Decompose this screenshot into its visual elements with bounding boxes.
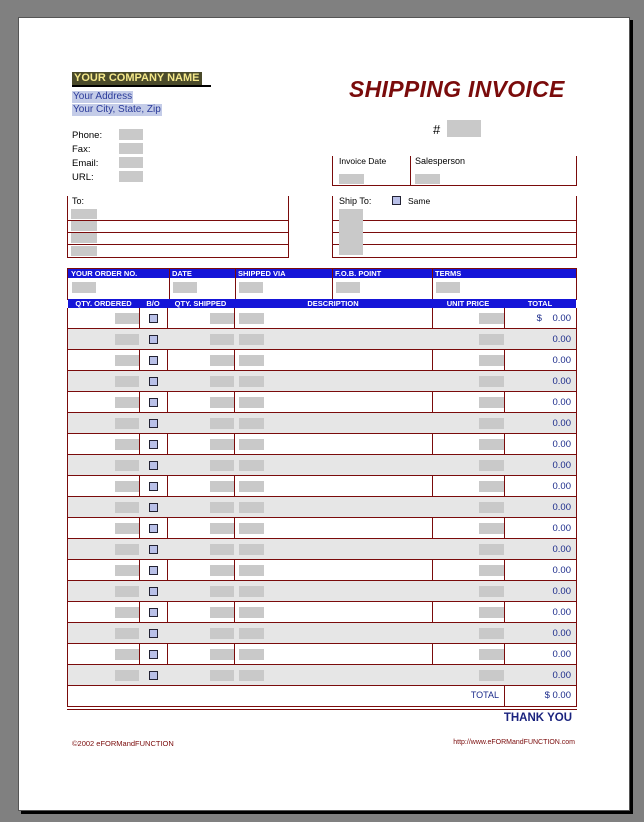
row-total: 0.00 [552, 460, 571, 471]
unit-price-field[interactable] [479, 586, 504, 597]
unit-price-field[interactable] [479, 628, 504, 639]
to-field-3[interactable] [71, 233, 97, 243]
description-field[interactable] [239, 544, 264, 555]
to-line-1 [67, 220, 289, 221]
row-total: 0.00 [552, 523, 571, 534]
qty-ordered-field[interactable] [115, 355, 139, 366]
unit-price-field[interactable] [479, 334, 504, 345]
invoice-number-label: # [433, 122, 441, 137]
backorder-checkbox[interactable] [149, 671, 158, 680]
ship-to-label: Ship To: [339, 196, 372, 206]
shipped-via-header: SHIPPED VIA [238, 269, 286, 278]
qty-ordered-field[interactable] [115, 397, 139, 408]
backorder-checkbox[interactable] [149, 377, 158, 386]
row-total: 0.00 [552, 544, 571, 555]
qty-ordered-field[interactable] [115, 649, 139, 660]
row-total: 0.00 [552, 670, 571, 681]
qty-shipped-field[interactable] [210, 670, 234, 681]
order-col-divider [235, 269, 236, 299]
unit-price-field[interactable] [479, 607, 504, 618]
url-field[interactable] [119, 171, 143, 182]
footer-url[interactable]: http://www.eFORMandFUNCTION.com [453, 739, 575, 746]
backorder-checkbox[interactable] [149, 629, 158, 638]
shipto-line-1 [332, 220, 577, 221]
date-box-right [576, 156, 577, 186]
unit-price-field[interactable] [479, 670, 504, 681]
description-field[interactable] [239, 670, 264, 681]
backorder-checkbox[interactable] [149, 398, 158, 407]
row-total: 0.00 [552, 439, 571, 450]
qty-ordered-field[interactable] [115, 313, 139, 324]
row-total: 0.00 [552, 607, 571, 618]
phone-field[interactable] [119, 129, 143, 140]
terms-field[interactable] [436, 282, 460, 293]
to-box-right [288, 196, 289, 258]
qty-ordered-field[interactable] [115, 481, 139, 492]
to-box-left [67, 196, 68, 258]
company-name[interactable]: YOUR COMPANY NAME [74, 72, 200, 84]
description-field[interactable] [239, 649, 264, 660]
thank-you: THANK YOU [503, 712, 572, 724]
invoice-page [18, 17, 630, 811]
total-bottom-line [67, 706, 577, 707]
salesperson-field[interactable] [415, 174, 440, 184]
date-field[interactable] [173, 282, 197, 293]
qty-shipped-field[interactable] [210, 376, 234, 387]
backorder-checkbox[interactable] [149, 356, 158, 365]
description-field[interactable] [239, 376, 264, 387]
description-field[interactable] [239, 523, 264, 534]
description-field[interactable] [239, 607, 264, 618]
backorder-checkbox[interactable] [149, 587, 158, 596]
qty-shipped-field[interactable] [210, 628, 234, 639]
qty-ordered-field[interactable] [115, 460, 139, 471]
invoice-title: SHIPPING INVOICE [349, 76, 565, 102]
fob-point-header: F.O.B. POINT [335, 269, 382, 278]
description-field[interactable] [239, 502, 264, 513]
to-line-2 [67, 232, 289, 233]
to-line-3 [67, 244, 289, 245]
row-total: 0.00 [552, 376, 571, 387]
description-field[interactable] [239, 565, 264, 576]
description-field[interactable] [239, 586, 264, 597]
qty-shipped-field[interactable] [210, 418, 234, 429]
backorder-checkbox[interactable] [149, 419, 158, 428]
unit-price-field[interactable] [479, 355, 504, 366]
unit-price-field[interactable] [479, 376, 504, 387]
unit-price-field[interactable] [479, 460, 504, 471]
qty-shipped-field[interactable] [210, 607, 234, 618]
qty-shipped-field[interactable] [210, 502, 234, 513]
backorder-checkbox[interactable] [149, 608, 158, 617]
unit-price-field[interactable] [479, 544, 504, 555]
order-col-divider [332, 269, 333, 299]
date-box-divider [410, 156, 411, 186]
invoice-date-label: Invoice Date [339, 156, 387, 166]
qty-ordered-field[interactable] [115, 376, 139, 387]
qty-ordered-field[interactable] [115, 523, 139, 534]
your-order-no-field[interactable] [72, 282, 96, 293]
unit-price-field[interactable] [479, 313, 504, 324]
unit-price-field[interactable] [479, 481, 504, 492]
terms-header: TERMS [435, 269, 462, 278]
description-field[interactable] [239, 313, 264, 324]
invoice-date-field[interactable] [339, 174, 364, 184]
unit-price-field[interactable] [479, 439, 504, 450]
backorder-checkbox[interactable] [149, 482, 158, 491]
description-field[interactable] [239, 355, 264, 366]
to-label: To: [72, 196, 85, 206]
unit-price-field[interactable] [479, 397, 504, 408]
qty-ordered-field[interactable] [115, 565, 139, 576]
unit-price-field[interactable] [479, 523, 504, 534]
description-header: DESCRIPTION [307, 299, 359, 308]
unit-price-header: UNIT PRICE [446, 299, 490, 308]
fob-point-field[interactable] [336, 282, 360, 293]
qty-ordered-field[interactable] [115, 586, 139, 597]
qty-shipped-field[interactable] [210, 355, 234, 366]
ship-to-address-field[interactable] [339, 209, 363, 255]
order-col-divider [169, 269, 170, 299]
row-total: 0.00 [552, 481, 571, 492]
row-total: 0.00 [552, 397, 571, 408]
shipto-line-3 [332, 244, 577, 245]
phone-label: Phone: [72, 130, 103, 141]
description-field[interactable] [239, 481, 264, 492]
description-field[interactable] [239, 460, 264, 471]
row-divider [67, 685, 577, 686]
qty-shipped-field[interactable] [210, 586, 234, 597]
salesperson-label: Salesperson [415, 156, 466, 166]
date-header: DATE [172, 269, 192, 278]
description-field[interactable] [239, 397, 264, 408]
row-total: 0.00 [552, 502, 571, 513]
description-field[interactable] [239, 439, 264, 450]
qty-ordered-field[interactable] [115, 439, 139, 450]
fax-field[interactable] [119, 143, 143, 154]
same-label: Same [408, 196, 431, 206]
row-total: 0.00 [552, 649, 571, 660]
qty-ordered-field[interactable] [115, 334, 139, 345]
backorder-checkbox[interactable] [149, 503, 158, 512]
to-line-4 [67, 257, 289, 258]
backorder-checkbox[interactable] [149, 335, 158, 344]
description-field[interactable] [239, 334, 264, 345]
total-label: TOTAL [470, 690, 499, 700]
item-col-line [576, 308, 577, 706]
row-total: 0.00 [552, 565, 571, 576]
qty-shipped-field[interactable] [210, 334, 234, 345]
unit-price-field[interactable] [479, 565, 504, 576]
to-field-4[interactable] [71, 246, 97, 256]
qty-shipped-field[interactable] [210, 544, 234, 555]
description-field[interactable] [239, 628, 264, 639]
qty-shipped-field[interactable] [210, 565, 234, 576]
company-address[interactable]: Your Address [73, 91, 133, 102]
qty-shipped-field[interactable] [210, 523, 234, 534]
row-total: 0.00 [552, 334, 571, 345]
qty-shipped-header: QTY. SHIPPED [174, 299, 227, 308]
invoice-number-field[interactable] [447, 120, 481, 137]
your-order-no-header: YOUR ORDER NO. [71, 269, 138, 278]
grand-total: $ 0.00 [544, 690, 571, 701]
qty-shipped-field[interactable] [210, 460, 234, 471]
shipped-via-field[interactable] [239, 282, 263, 293]
qty-ordered-field[interactable] [115, 628, 139, 639]
backorder-checkbox[interactable] [149, 524, 158, 533]
shipto-box-left [332, 196, 333, 258]
description-field[interactable] [239, 418, 264, 429]
shipto-line-2 [332, 232, 577, 233]
qty-ordered-field[interactable] [115, 502, 139, 513]
qty-shipped-field[interactable] [210, 313, 234, 324]
row-total: $ 0.00 [536, 313, 571, 324]
row-total: 0.00 [552, 586, 571, 597]
to-field-1[interactable] [71, 209, 97, 219]
qty-shipped-field[interactable] [210, 649, 234, 660]
company-city-state-zip[interactable]: Your City, State, Zip [73, 104, 161, 115]
company-name-underline [72, 85, 211, 87]
order-header-bar [68, 269, 576, 278]
unit-price-field[interactable] [479, 502, 504, 513]
backorder-checkbox[interactable] [149, 650, 158, 659]
backorder-checkbox[interactable] [149, 314, 158, 323]
shipto-line-4 [332, 257, 577, 258]
qty-ordered-field[interactable] [115, 418, 139, 429]
total-header: TOTAL [527, 299, 553, 308]
date-box-bottom [332, 185, 577, 186]
backorder-checkbox[interactable] [149, 440, 158, 449]
footer-copyright: ©2002 eFORMandFUNCTION [72, 739, 174, 748]
qty-shipped-field[interactable] [210, 439, 234, 450]
unit-price-field[interactable] [479, 649, 504, 660]
fax-label: Fax: [72, 144, 91, 155]
row-total: 0.00 [552, 628, 571, 639]
order-col-divider [432, 269, 433, 299]
qty-ordered-field[interactable] [115, 670, 139, 681]
qty-ordered-header: QTY. ORDERED [75, 299, 132, 308]
total-double-line [67, 709, 577, 710]
date-box-left [332, 156, 333, 186]
backorder-checkbox[interactable] [149, 545, 158, 554]
qty-ordered-field[interactable] [115, 607, 139, 618]
email-field[interactable] [119, 157, 143, 168]
unit-price-field[interactable] [479, 418, 504, 429]
backorder-checkbox[interactable] [149, 461, 158, 470]
qty-shipped-field[interactable] [210, 397, 234, 408]
backorder-checkbox[interactable] [149, 566, 158, 575]
qty-ordered-field[interactable] [115, 544, 139, 555]
shipto-box-right [576, 196, 577, 258]
same-checkbox[interactable] [392, 196, 401, 205]
to-field-2[interactable] [71, 221, 97, 231]
email-label: Email: [72, 158, 99, 169]
qty-shipped-field[interactable] [210, 481, 234, 492]
row-total: 0.00 [552, 418, 571, 429]
url-label: URL: [72, 172, 94, 183]
bo-header: B/O [146, 299, 160, 308]
row-total: 0.00 [552, 355, 571, 366]
